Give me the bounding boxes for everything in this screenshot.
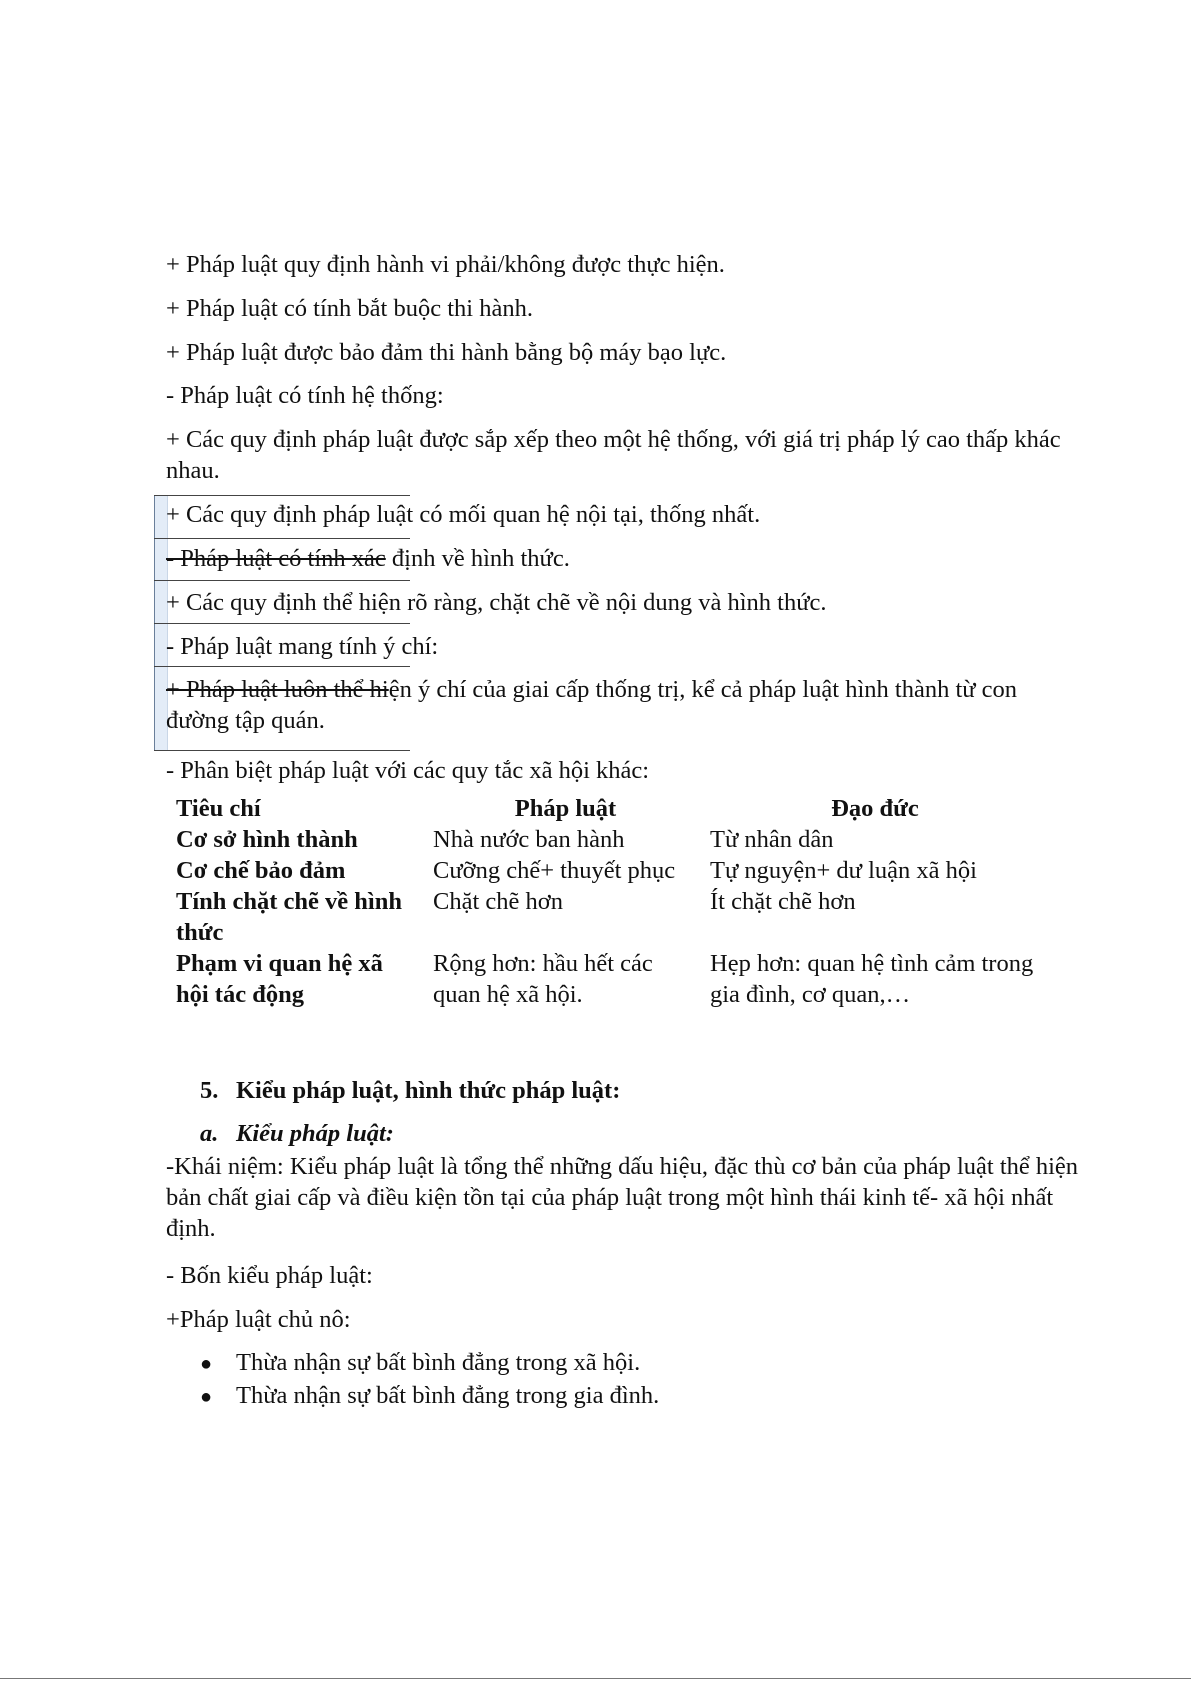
- concept-paragraph: -Khái niệm: Kiểu pháp luật là tổng thể những dấu hiệu, đặc thù cơ bản của pháp luật thể hiện bản chất giai cấp và điều kiện tồn tại của pháp luật trong một hình thái kinh tế- xã hội nhất định.: [166, 1153, 1079, 1242]
- table-row: [170, 824, 1046, 855]
- text-line-3: + Pháp luật được bảo đảm thi hành bằng bộ máy bạo lực.: [166, 339, 727, 366]
- table-header: Đạo đức: [831, 795, 919, 822]
- text-line-9: - Pháp luật mang tính ý chí:: [166, 633, 439, 660]
- text-line-11: - Phân biệt pháp luật với các quy tắc xã hội khác:: [166, 757, 650, 784]
- table-cell: Tự nguyện+ dư luận xã hội: [710, 857, 977, 884]
- text-line-7: [166, 543, 570, 574]
- section-heading: [200, 1075, 620, 1106]
- table-cell: Phạm vi quan hệ xã hội tác động: [176, 950, 383, 1008]
- text-line-4: - Pháp luật có tính hệ thống:: [166, 382, 444, 409]
- table-cell: Từ nhân dân: [710, 826, 834, 853]
- table-header: Tiêu chí: [176, 795, 261, 822]
- bullet-icon: ●: [200, 1386, 213, 1408]
- list-item-text: Thừa nhận sự bất bình đẳng trong gia đình.: [236, 1382, 660, 1409]
- text-continuation: định về hình thức.: [385, 545, 570, 572]
- table-header: Pháp luật: [514, 795, 617, 822]
- text-continuation-2: ện ý chí của giai cấp thống trị, kể cả pháp luật hình thành từ con đường tập quán.: [166, 676, 1018, 734]
- table-row: [170, 886, 1046, 948]
- comparison-table: [170, 793, 1046, 1010]
- frame-line-5: [154, 666, 410, 667]
- section-title: Kiểu pháp luật, hình thức pháp luật:: [236, 1077, 621, 1104]
- text-line-8: + Các quy định thể hiện rõ ràng, chặt chẽ về nội dung và hình thức.: [166, 589, 827, 616]
- table-cell: Chặt chẽ hơn: [433, 888, 563, 915]
- text-line-1: + Pháp luật quy định hành vi phải/không được thực hiện.: [166, 251, 725, 278]
- page-bottom-rule: [0, 1678, 1191, 1679]
- table-row: [170, 855, 1046, 886]
- table-cell: Tính chặt chẽ về hình thức: [176, 888, 402, 946]
- table-cell: Ít chặt chẽ hơn: [710, 888, 856, 915]
- frame-line-1: [154, 495, 410, 496]
- table-cell: Rộng hơn: hầu hết các quan hệ xã hội.: [433, 950, 653, 1008]
- table-cell: Hẹp hơn: quan hệ tình cảm trong gia đình, cơ quan,…: [710, 950, 1034, 1008]
- struck-text-2: + Pháp luật luôn thể hi: [166, 676, 389, 703]
- list-item: [200, 1380, 659, 1413]
- table-cell: Nhà nước ban hành: [433, 826, 625, 853]
- list-item: [200, 1347, 640, 1380]
- table-row: [170, 948, 1046, 1010]
- subsection-number: a.: [200, 1120, 219, 1147]
- four-types-line: - Bốn kiểu pháp luật:: [166, 1262, 373, 1289]
- list-item-text: Thừa nhận sự bất bình đẳng trong xã hội.: [236, 1349, 641, 1376]
- slave-law-line: +Pháp luật chủ nô:: [166, 1306, 351, 1333]
- subsection-heading: [200, 1118, 394, 1149]
- text-line-6: + Các quy định pháp luật có mối quan hệ nội tại, thống nhất.: [166, 501, 761, 528]
- text-line-2: + Pháp luật có tính bắt buộc thi hành.: [166, 295, 533, 322]
- table-cell: Cưỡng chế+ thuyết phục: [433, 857, 676, 884]
- table-cell: Cơ sở hình thành: [176, 826, 358, 853]
- bullet-icon: ●: [200, 1353, 213, 1375]
- table-header-row: [170, 793, 1046, 824]
- text-line-10: [166, 674, 1066, 736]
- frame-line-4: [154, 623, 410, 624]
- text-line-5: + Các quy định pháp luật được sắp xếp theo một hệ thống, với giá trị pháp lý cao thấp khác nhau.: [166, 426, 1061, 484]
- subsection-title: Kiểu pháp luật:: [236, 1120, 394, 1147]
- table-cell: Cơ chế bảo đảm: [176, 857, 346, 884]
- section-number: 5.: [200, 1077, 219, 1104]
- frame-line-6: [154, 750, 410, 751]
- frame-line-2: [154, 538, 410, 539]
- frame-line-3: [154, 580, 410, 581]
- struck-text: - Pháp luật có tính xác: [166, 545, 386, 572]
